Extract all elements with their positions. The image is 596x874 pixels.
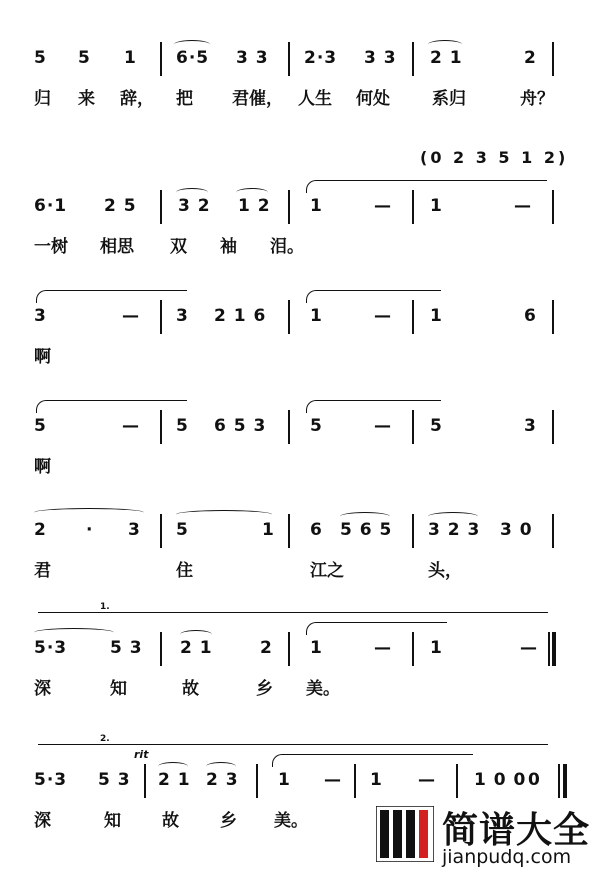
- lyrics-row: [34, 232, 564, 256]
- barline: [552, 300, 554, 334]
- note: 1: [278, 770, 291, 790]
- note: 3 2: [178, 196, 211, 216]
- barline: [412, 632, 414, 666]
- notation-row: [34, 764, 564, 798]
- note: 2 1: [430, 48, 463, 68]
- lyric: 知: [104, 811, 121, 831]
- note: 1: [370, 770, 383, 790]
- tie: [306, 180, 547, 193]
- lyric: 美。: [274, 811, 308, 831]
- barline: [256, 764, 258, 798]
- lyrics-row: [34, 674, 564, 698]
- lyric: 人生: [298, 89, 332, 109]
- note: 1: [310, 196, 323, 216]
- note: —: [418, 770, 436, 790]
- note: 2 5: [104, 196, 137, 216]
- note: ·: [86, 520, 94, 540]
- note: —: [324, 770, 342, 790]
- lyric: 乡: [256, 679, 273, 699]
- note: 5 3: [98, 770, 131, 790]
- lyric: 系归: [432, 89, 466, 109]
- lyric: 君催，: [232, 89, 283, 109]
- barline: [552, 42, 554, 76]
- lyric: 相思: [100, 237, 134, 257]
- repeat-barline: [552, 632, 556, 666]
- barline: [160, 300, 162, 334]
- note: 5: [310, 416, 323, 436]
- note: 5: [176, 416, 189, 436]
- note: 5 6 5: [340, 520, 393, 540]
- note: 6: [524, 306, 537, 326]
- tie: [306, 290, 441, 303]
- note: —: [520, 638, 538, 658]
- notation-row: [34, 190, 564, 224]
- lyric: 把: [176, 89, 193, 109]
- barline: [160, 514, 162, 548]
- slur: [34, 628, 114, 637]
- lyric: 双: [170, 237, 187, 257]
- lyric: 江之: [310, 561, 344, 581]
- barline: [456, 764, 458, 798]
- note: 5·3: [34, 770, 68, 790]
- note: 6·1: [34, 196, 68, 216]
- note: 5 3: [110, 638, 143, 658]
- barline: [288, 514, 290, 548]
- lyric: 乡: [220, 811, 237, 831]
- note: 5: [34, 416, 47, 436]
- note: 0: [528, 770, 541, 790]
- lyric: 舟？: [520, 89, 554, 109]
- note: 2 1: [158, 770, 191, 790]
- lyric: 啊: [34, 347, 51, 367]
- note: 3 3: [236, 48, 269, 68]
- barline: [288, 42, 290, 76]
- slur: [176, 188, 208, 197]
- notation-row: [34, 300, 564, 334]
- lyric: 知: [110, 679, 127, 699]
- note: 3: [128, 520, 141, 540]
- note: 1: [310, 306, 323, 326]
- note: 5·3: [34, 638, 68, 658]
- barline: [552, 190, 554, 224]
- note: 1: [310, 638, 323, 658]
- slur: [176, 510, 272, 519]
- note: 5: [430, 416, 443, 436]
- note: 1: [262, 520, 275, 540]
- lyric: 故: [162, 811, 179, 831]
- barline: [354, 764, 356, 798]
- volta-label: 1.: [100, 602, 110, 612]
- note: —: [374, 416, 392, 436]
- notation-row: [34, 632, 564, 666]
- watermark-logo: [372, 802, 592, 868]
- lyrics-row: [34, 342, 564, 366]
- note: —: [374, 196, 392, 216]
- slur: [206, 762, 236, 771]
- barline: [144, 764, 146, 798]
- slur: [158, 762, 188, 771]
- note: 5: [78, 48, 91, 68]
- note: 1 2: [238, 196, 271, 216]
- barline: [412, 410, 414, 444]
- note: 2 3: [206, 770, 239, 790]
- lyric: 深: [34, 811, 51, 831]
- note: 6: [310, 520, 323, 540]
- piano-keys-icon: [376, 806, 434, 862]
- note: —: [122, 306, 140, 326]
- note: 3: [34, 306, 47, 326]
- slur: [428, 512, 478, 521]
- barline: [552, 410, 554, 444]
- watermark-url: jianpudq.com: [442, 846, 572, 868]
- slur: [180, 630, 212, 639]
- note: 2 1: [180, 638, 213, 658]
- barline: [160, 42, 162, 76]
- note: 1: [430, 196, 443, 216]
- lyric: 辞，: [120, 89, 154, 109]
- slur: [236, 188, 268, 197]
- slur: [174, 40, 210, 49]
- slur: [428, 40, 462, 49]
- lyrics-row: [34, 556, 564, 580]
- note: 6 5 3: [214, 416, 267, 436]
- barline: [412, 514, 414, 548]
- note: —: [122, 416, 140, 436]
- lyric: 啊: [34, 457, 51, 477]
- lyric: 故: [182, 679, 199, 699]
- lyric: 何处: [356, 89, 390, 109]
- volta-label: 2.: [100, 734, 110, 744]
- note: 5: [34, 48, 47, 68]
- note: 3 0: [500, 520, 533, 540]
- lyric: 来: [78, 89, 95, 109]
- note: —: [514, 196, 532, 216]
- barline: [160, 190, 162, 224]
- note: 1 0 0: [474, 770, 527, 790]
- note: 3 3: [364, 48, 397, 68]
- note: 2: [260, 638, 273, 658]
- lyric: 归: [34, 89, 51, 109]
- final-barline: [563, 764, 567, 798]
- note: 1: [430, 306, 443, 326]
- note: 2: [34, 520, 47, 540]
- note: 3: [524, 416, 537, 436]
- tie: [306, 400, 441, 413]
- barline: [160, 632, 162, 666]
- lyric: 泪。: [270, 237, 304, 257]
- notation-row: [34, 514, 564, 548]
- intro-notation: (0 2 3 5 1 2): [420, 148, 569, 167]
- lyrics-row: [34, 84, 564, 108]
- note: 3: [176, 306, 189, 326]
- tie: [306, 622, 447, 635]
- note: 3 2 3: [428, 520, 481, 540]
- lyric: 一树: [34, 237, 68, 257]
- tie: [36, 400, 187, 413]
- note: 5: [176, 520, 189, 540]
- lyric: 头，: [428, 561, 462, 581]
- notation-row: [34, 410, 564, 444]
- barline: [558, 764, 560, 798]
- tie: [272, 754, 473, 767]
- lyric: 住: [176, 561, 193, 581]
- tempo-marking: rit: [134, 748, 149, 761]
- lyric: 美。: [306, 679, 340, 699]
- barline: [412, 42, 414, 76]
- note: 2·3: [304, 48, 338, 68]
- barline: [548, 632, 550, 666]
- lyrics-row: [34, 452, 564, 476]
- lyric: 君: [34, 561, 51, 581]
- lyric: 深: [34, 679, 51, 699]
- slur: [34, 508, 144, 517]
- barline: [412, 190, 414, 224]
- note: 2: [524, 48, 537, 68]
- notation-row: [34, 42, 564, 76]
- note: 1: [430, 638, 443, 658]
- barline: [552, 514, 554, 548]
- watermark-title: 简谱大全: [442, 810, 591, 851]
- note: 1: [124, 48, 137, 68]
- note: —: [374, 306, 392, 326]
- barline: [288, 300, 290, 334]
- barline: [288, 632, 290, 666]
- note: 6·5: [176, 48, 210, 68]
- tie: [36, 290, 187, 303]
- barline: [288, 410, 290, 444]
- barline: [412, 300, 414, 334]
- lyric: 袖: [220, 237, 237, 257]
- note: 2 1 6: [214, 306, 267, 326]
- note: —: [374, 638, 392, 658]
- slur: [340, 512, 390, 521]
- barline: [288, 190, 290, 224]
- volta-bracket: [38, 612, 548, 623]
- barline: [160, 410, 162, 444]
